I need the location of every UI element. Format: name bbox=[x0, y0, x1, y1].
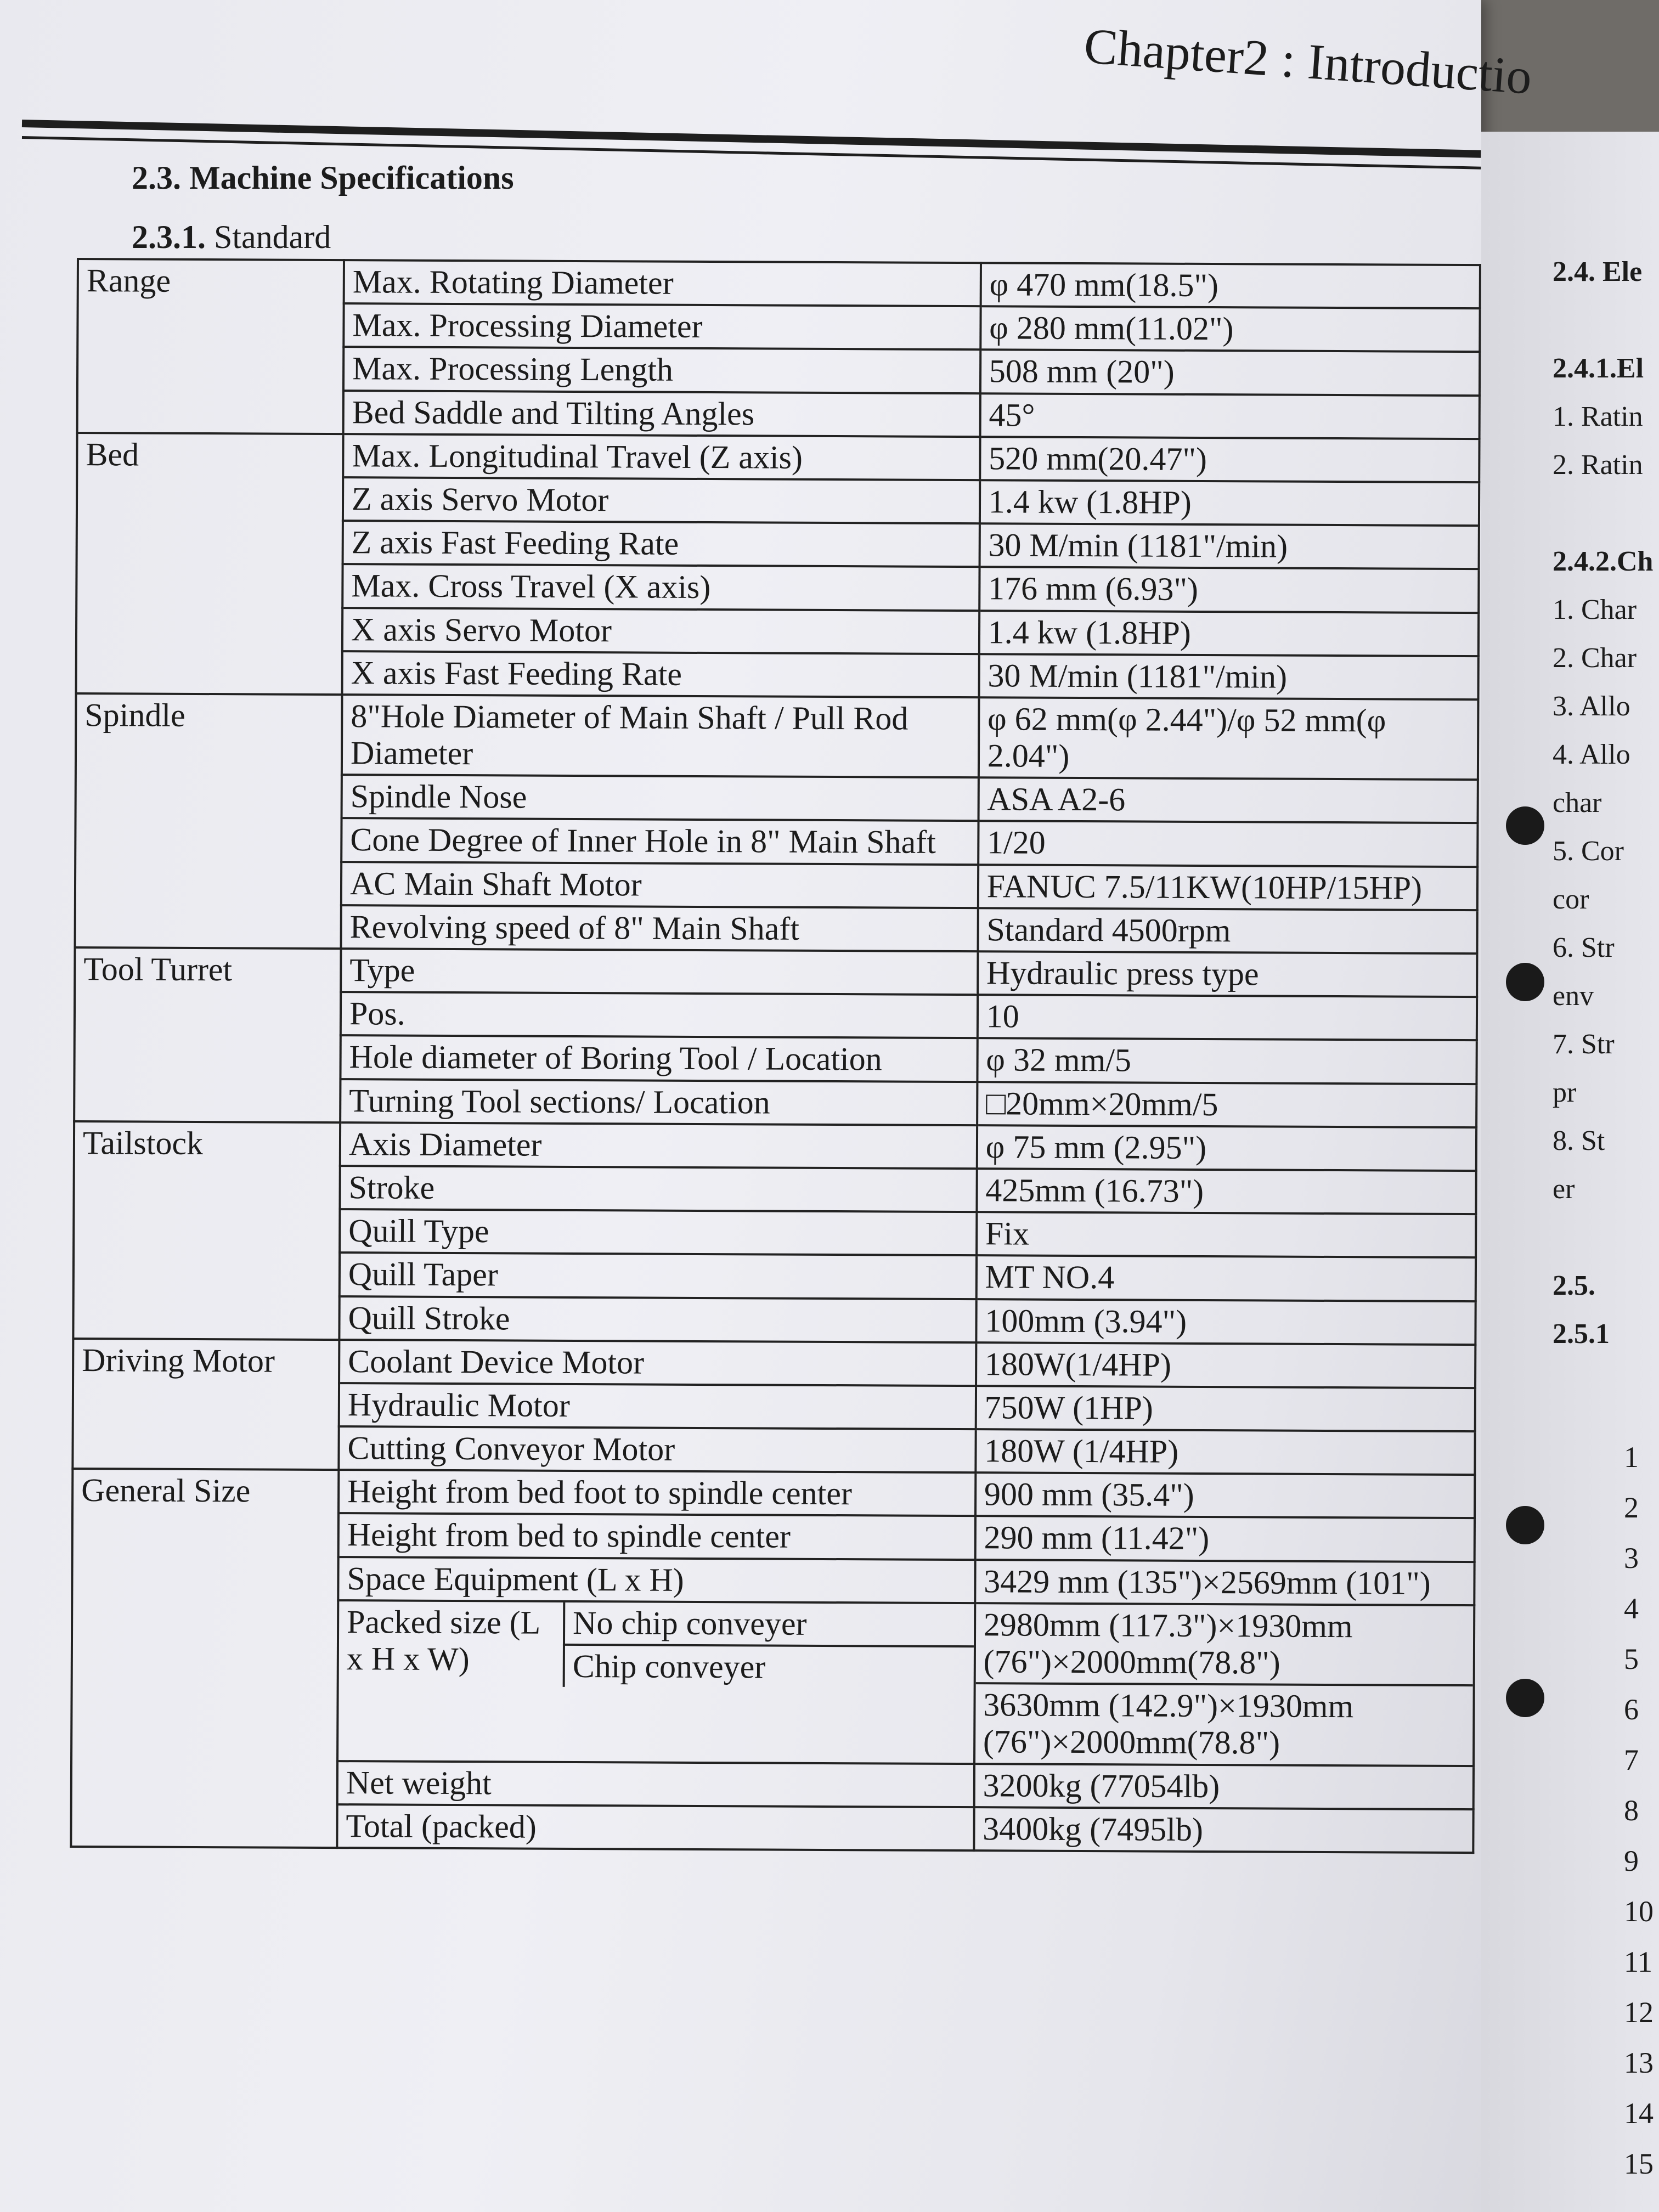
spec-item: Quill Taper bbox=[340, 1252, 977, 1299]
line-number: 5 bbox=[1624, 1643, 1639, 1675]
spec-value: ASA A2-6 bbox=[978, 777, 1478, 823]
spec-item: Max. Processing Length bbox=[343, 347, 980, 393]
subsection-title bbox=[132, 218, 331, 256]
spec-value: 3200kg (77054lb) bbox=[974, 1764, 1474, 1809]
spec-item: Space Equipment (L x H) bbox=[338, 1557, 975, 1603]
group-label: Spindle bbox=[75, 693, 342, 949]
spec-item: Max. Cross Travel (X axis) bbox=[342, 564, 979, 610]
line-number: 2 bbox=[1624, 1491, 1639, 1524]
spec-item: Quill Stroke bbox=[339, 1296, 976, 1342]
adjacent-page-text bbox=[1553, 258, 1653, 1368]
adjacent-line: 6. Str bbox=[1553, 932, 1615, 963]
spec-value: MT NO.4 bbox=[976, 1255, 1476, 1301]
spec-value: 1.4 kw (1.8HP) bbox=[980, 480, 1480, 526]
adjacent-line bbox=[1553, 1223, 1653, 1272]
line-number: 6 bbox=[1624, 1693, 1639, 1726]
adjacent-line: char bbox=[1553, 787, 1602, 819]
line-number: 15 bbox=[1624, 2147, 1654, 2180]
adjacent-line: 2.5. bbox=[1553, 1270, 1595, 1301]
group-label: Range bbox=[77, 259, 344, 434]
spec-value: φ 75 mm (2.95") bbox=[977, 1125, 1477, 1171]
packed-values-subtable bbox=[975, 1604, 1474, 1765]
spec-item: Hole diameter of Boring Tool / Location bbox=[340, 1035, 977, 1081]
table-row bbox=[74, 1121, 1476, 1171]
spec-value: φ 470 mm(18.5") bbox=[980, 263, 1480, 308]
adjacent-line: 5. Cor bbox=[1553, 836, 1624, 867]
spec-item: Z axis Servo Motor bbox=[343, 477, 980, 523]
line-number: 13 bbox=[1624, 2046, 1654, 2079]
spec-item: Pos. bbox=[341, 992, 978, 1038]
spec-item: Type bbox=[341, 949, 978, 995]
spec-value: 3429 mm (135")×2569mm (101") bbox=[975, 1560, 1475, 1605]
spec-value: 1.4 kw (1.8HP) bbox=[979, 611, 1479, 656]
adjacent-line: pr bbox=[1553, 1077, 1577, 1108]
spec-item: Cone Degree of Inner Hole in 8" Main Shaft bbox=[341, 819, 978, 865]
spec-value: 1/20 bbox=[978, 821, 1478, 867]
group-label: General Size bbox=[71, 1469, 338, 1848]
spec-value: 3400kg (7495lb) bbox=[974, 1807, 1474, 1853]
adjacent-line: cor bbox=[1553, 884, 1589, 915]
spec-value: 520 mm(20.47") bbox=[980, 437, 1480, 482]
spec-value: φ 62 mm(φ 2.44")/φ 52 mm(φ 2.04") bbox=[979, 697, 1479, 780]
spec-item: Max. Longitudinal Travel (Z axis) bbox=[343, 434, 980, 480]
packed-variant: No chip conveyer bbox=[572, 1604, 807, 1642]
binder-hole bbox=[1506, 1506, 1544, 1544]
spec-item: X axis Fast Feeding Rate bbox=[342, 651, 979, 697]
spec-value: 45° bbox=[980, 393, 1480, 439]
spec-value: □20mm×20mm/5 bbox=[977, 1082, 1477, 1127]
spec-item: 8"Hole Diameter of Main Shaft / Pull Rod Diameter bbox=[342, 695, 979, 777]
spec-item: Spindle Nose bbox=[342, 775, 979, 821]
spec-value: 425mm (16.73") bbox=[977, 1169, 1476, 1214]
adjacent-line bbox=[1553, 306, 1653, 354]
group-label: Driving Motor bbox=[72, 1339, 339, 1470]
table-row bbox=[75, 947, 1477, 997]
spec-value: 10 bbox=[978, 995, 1477, 1040]
packed-size-subtable bbox=[339, 1601, 974, 1689]
packed-row bbox=[339, 1601, 974, 1646]
table-row bbox=[72, 1469, 1475, 1518]
adjacent-line: 4. Allo bbox=[1553, 739, 1630, 770]
adjacent-line: 2.4. Ele bbox=[1553, 256, 1643, 287]
packed-value-row bbox=[975, 1683, 1473, 1764]
table-row bbox=[77, 433, 1479, 482]
line-number: 1 bbox=[1624, 1441, 1639, 1474]
spec-item: X axis Servo Motor bbox=[342, 608, 979, 654]
binder-hole bbox=[1506, 963, 1544, 1001]
line-number: 12 bbox=[1624, 1996, 1654, 2029]
spec-item: Coolant Device Motor bbox=[339, 1340, 976, 1386]
spec-value: Standard 4500rpm bbox=[978, 908, 1477, 953]
packed-size-label: Packed size (L x H x W) bbox=[339, 1601, 565, 1687]
spec-item: Cutting Conveyor Motor bbox=[338, 1426, 975, 1472]
line-number: 14 bbox=[1624, 2097, 1654, 2130]
adjacent-line: 2.4.1.El bbox=[1553, 353, 1644, 384]
adjacent-line: 7. Str bbox=[1553, 1029, 1615, 1060]
section-title: 2.3. Machine Specifications bbox=[132, 160, 514, 196]
table-row bbox=[76, 693, 1479, 780]
adjacent-line: 3. Allo bbox=[1553, 691, 1630, 722]
adjacent-line: 2. Char bbox=[1553, 642, 1637, 674]
group-label: Tailstock bbox=[73, 1121, 340, 1340]
spec-item: Total (packed) bbox=[337, 1804, 974, 1850]
spec-value: 2980mm (117.3")×1930mm (76")×2000mm(78.8") bbox=[983, 1606, 1353, 1681]
spec-value: φ 280 mm(11.02") bbox=[980, 306, 1480, 352]
adjacent-line bbox=[1553, 499, 1653, 548]
table-row bbox=[73, 1339, 1475, 1388]
packed-size-cell bbox=[337, 1600, 975, 1764]
line-number: 8 bbox=[1624, 1794, 1639, 1827]
packed-value-row bbox=[975, 1604, 1473, 1685]
spec-value: 100mm (3.94") bbox=[976, 1299, 1476, 1345]
adjacent-line: 2.4.2.Ch bbox=[1553, 546, 1654, 577]
line-number: 3 bbox=[1624, 1542, 1639, 1575]
spec-item: Quill Type bbox=[340, 1209, 977, 1255]
spec-item: Max. Processing Diameter bbox=[343, 303, 980, 349]
subsection-label: Standard bbox=[214, 219, 331, 255]
spec-item: Bed Saddle and Tilting Angles bbox=[343, 391, 980, 437]
spec-item: Turning Tool sections/ Location bbox=[340, 1079, 977, 1125]
spec-item: Hydraulic Motor bbox=[339, 1383, 976, 1429]
spec-item: Max. Rotating Diameter bbox=[344, 260, 981, 306]
spec-value: 750W (1HP) bbox=[975, 1386, 1475, 1431]
line-number: 11 bbox=[1624, 1945, 1652, 1978]
spec-value: 180W(1/4HP) bbox=[976, 1342, 1476, 1388]
subsection-number: 2.3.1. bbox=[132, 219, 206, 255]
packed-variant: Chip conveyer bbox=[564, 1645, 974, 1689]
spec-value: 176 mm (6.93") bbox=[979, 567, 1479, 612]
group-label: Tool Turret bbox=[74, 947, 341, 1122]
spec-item: Revolving speed of 8" Main Shaft bbox=[341, 905, 978, 951]
adjacent-line: 8. St bbox=[1553, 1125, 1605, 1156]
spec-value: FANUC 7.5/11KW(10HP/15HP) bbox=[978, 865, 1478, 910]
spec-item: Net weight bbox=[337, 1761, 974, 1807]
table-row bbox=[78, 259, 1480, 308]
adjacent-line: 1. Ratin bbox=[1553, 401, 1643, 432]
line-number: 10 bbox=[1624, 1895, 1654, 1928]
spec-value: φ 32 mm/5 bbox=[977, 1039, 1477, 1084]
adjacent-line: env bbox=[1553, 980, 1594, 1012]
adjacent-line: 2. Ratin bbox=[1553, 449, 1643, 481]
spec-value: Fix bbox=[977, 1212, 1476, 1257]
spec-value: Hydraulic press type bbox=[978, 951, 1477, 997]
spec-value: 508 mm (20") bbox=[980, 350, 1480, 396]
packed-values-cell bbox=[974, 1603, 1475, 1766]
adjacent-line: 1. Char bbox=[1553, 594, 1637, 625]
spec-value: 30 M/min (1181"/min) bbox=[979, 523, 1479, 569]
spec-value: 900 mm (35.4") bbox=[975, 1472, 1475, 1518]
adjacent-line: 2.5.1 bbox=[1553, 1318, 1610, 1350]
spec-item: AC Main Shaft Motor bbox=[341, 862, 978, 908]
spec-item: Height from bed foot to spindle center bbox=[338, 1470, 975, 1516]
group-label: Bed bbox=[76, 433, 343, 695]
line-number: 7 bbox=[1624, 1743, 1639, 1776]
line-number: 4 bbox=[1624, 1592, 1639, 1625]
chapter-header: Chapter2 : Introductio bbox=[1082, 17, 1534, 105]
line-number: 9 bbox=[1624, 1844, 1639, 1877]
binder-hole bbox=[1506, 806, 1544, 845]
spec-value: 30 M/min (1181"/min) bbox=[979, 654, 1479, 699]
spec-item: Height from bed to spindle center bbox=[338, 1514, 975, 1560]
spec-item: Stroke bbox=[340, 1166, 977, 1212]
spec-value: 180W (1/4HP) bbox=[975, 1429, 1475, 1475]
spec-item: Z axis Fast Feeding Rate bbox=[343, 521, 980, 567]
spec-value: 3630mm (142.9")×1930mm (76")×2000mm(78.8") bbox=[975, 1683, 1473, 1764]
spec-item: Axis Diameter bbox=[340, 1122, 977, 1169]
spec-table bbox=[70, 258, 1481, 1854]
adjacent-line: er bbox=[1553, 1173, 1575, 1205]
spec-value: 290 mm (11.42") bbox=[975, 1516, 1475, 1562]
line-numbers bbox=[1624, 1432, 1654, 2189]
binder-hole bbox=[1506, 1679, 1544, 1717]
